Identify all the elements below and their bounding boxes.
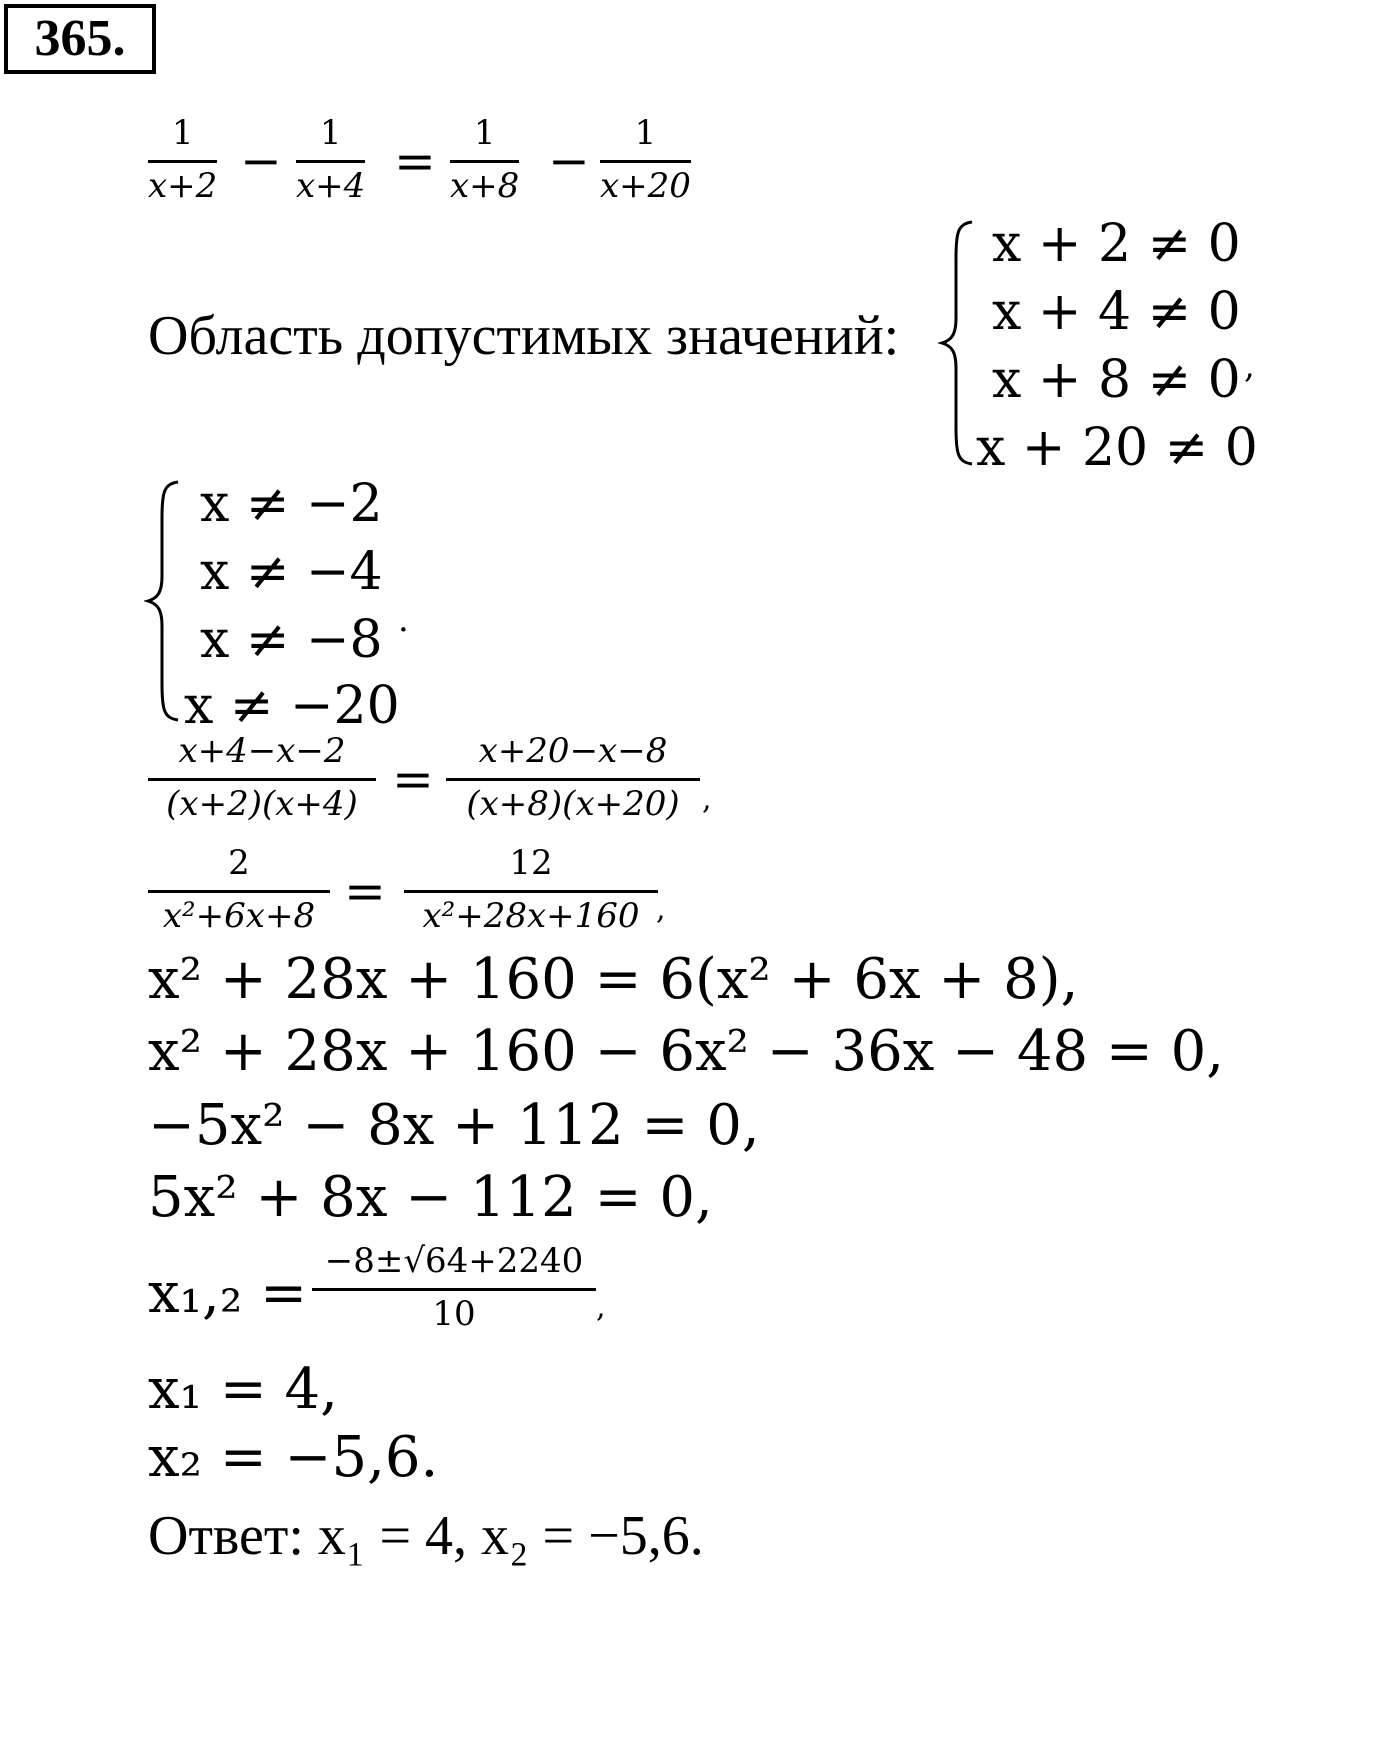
fraction-4-numerator: 1 (634, 113, 657, 153)
root-2: x₂ = −5,6. (148, 1425, 439, 1490)
fraction-2-denominator: x+4 (296, 166, 366, 206)
step-1-left-denominator: (x+2)(x+4) (166, 784, 358, 824)
step-2-right-numerator: 12 (509, 843, 553, 883)
roots-formula-numerator: −8±√64+2240 (324, 1241, 584, 1281)
step-2-left-numerator: 2 (228, 843, 250, 883)
domain-comma: , (1244, 346, 1255, 386)
step-1-comma: , (702, 782, 712, 817)
operator-minus-1: − (240, 132, 282, 190)
fraction-4-denominator: x+20 (600, 166, 691, 206)
equation-line-1: x² + 28x + 160 = 6(x² + 6x + 8), (148, 947, 1079, 1012)
restriction-3: x ≠ −8 (200, 610, 383, 670)
root-1: x₁ = 4, (148, 1357, 338, 1422)
step-1-left-numerator: x+4−x−2 (178, 731, 346, 771)
fraction-1 (148, 113, 218, 206)
fraction-2 (296, 113, 366, 206)
step-2-comma: , (656, 892, 666, 927)
roots-formula-comma: , (596, 1290, 606, 1325)
fraction-1-denominator: x+2 (148, 166, 218, 206)
step-1-left-fraction (148, 731, 376, 824)
domain-condition-1: x + 2 ≠ 0 (992, 214, 1241, 274)
operator-minus-2: − (548, 132, 590, 190)
step-2-left-denominator: x²+6x+8 (162, 896, 316, 936)
brace-icon (144, 478, 184, 724)
step-1-equals: = (392, 750, 434, 808)
fraction-2-numerator: 1 (319, 113, 342, 153)
fraction-3-numerator: 1 (473, 113, 496, 153)
domain-label: Область допустимых значений: (148, 305, 900, 367)
fraction-1-numerator: 1 (171, 113, 194, 153)
brace-icon (938, 218, 978, 468)
step-1-right-fraction (446, 731, 700, 824)
equation-line-3: −5x² − 8x + 112 = 0, (148, 1093, 760, 1158)
step-1-right-denominator: (x+8)(x+20) (466, 784, 680, 824)
restriction-1: x ≠ −2 (200, 474, 383, 534)
roots-formula-denominator: 10 (432, 1294, 476, 1334)
step-2-left-fraction (148, 843, 330, 936)
step-2-right-fraction (404, 843, 658, 936)
domain-condition-3: x + 8 ≠ 0 (992, 350, 1241, 410)
step-2-right-denominator: x²+28x+160 (422, 896, 640, 936)
restriction-2: x ≠ −4 (200, 542, 383, 602)
roots-formula-lhs: x₁,₂ = (148, 1261, 308, 1326)
domain-condition-2: x + 4 ≠ 0 (992, 282, 1241, 342)
equation-line-2: x² + 28x + 160 − 6x² − 36x − 48 = 0, (148, 1019, 1225, 1084)
restriction-4: x ≠ −20 (184, 676, 400, 736)
problem-number: 365. (4, 4, 156, 74)
answer: Ответ: x₁ = 4, x₂ = −5,6. (148, 1505, 704, 1567)
step-1-right-numerator: x+20−x−8 (478, 731, 668, 771)
restrictions-period: . (398, 600, 409, 640)
fraction-3-denominator: x+8 (450, 166, 520, 206)
equation-line-4: 5x² + 8x − 112 = 0, (148, 1165, 713, 1230)
operator-equals: = (394, 132, 436, 190)
roots-formula-fraction (312, 1241, 596, 1334)
domain-condition-4: x + 20 ≠ 0 (976, 418, 1258, 478)
fraction-3 (450, 113, 520, 206)
fraction-4 (600, 113, 691, 206)
step-2-equals: = (344, 862, 386, 920)
